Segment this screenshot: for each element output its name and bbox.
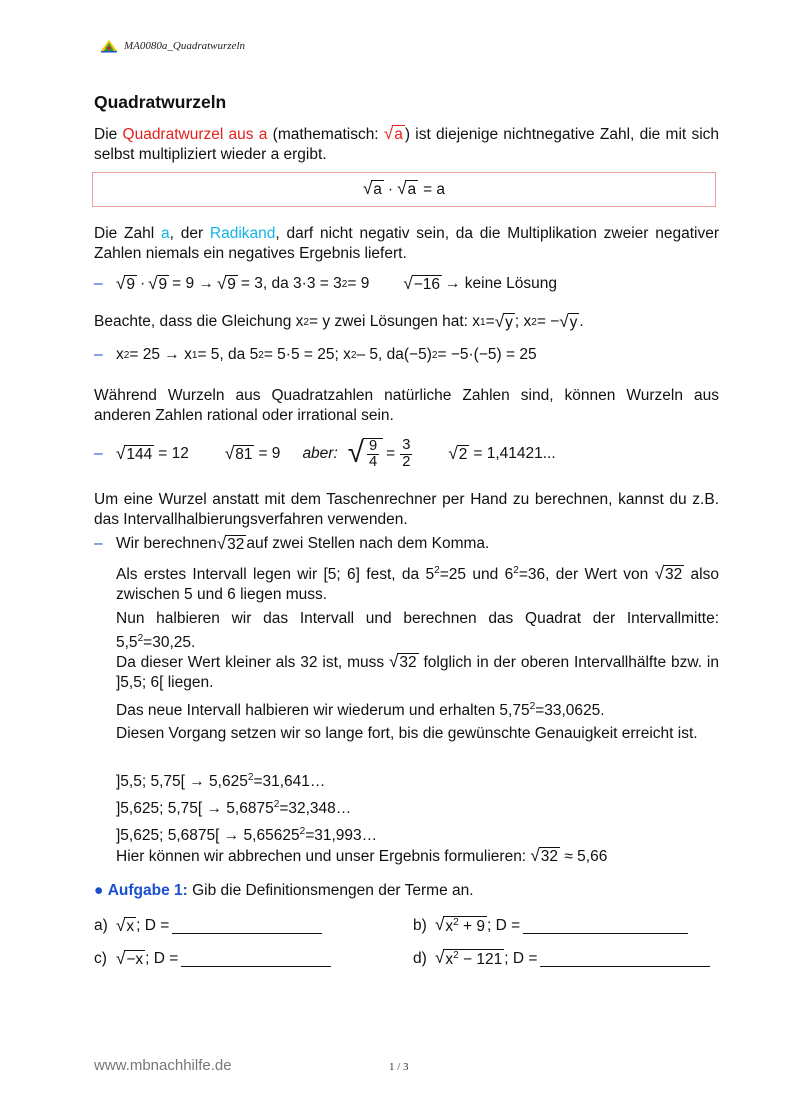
rational-paragraph: Während Wurzeln aus Quadratzahlen natürliche Zahlen sind, können Wurzeln aus anderen Zahlen rational oder irrational sein. <box>94 387 719 424</box>
answer-blank-d[interactable] <box>540 952 710 967</box>
answer-blank-b[interactable] <box>523 919 688 934</box>
answer-blank-c[interactable] <box>181 952 331 967</box>
bisection-step-2: ]5,625; $5,75[ \to 5,6875^2=32,348\dots$ <box>116 799 352 818</box>
page-header <box>100 39 245 53</box>
page-title: Quadratwurzeln <box>94 92 227 112</box>
bisection-result: Hier können wir abbrechen und unser Ergebnis formulieren: √ 32 ≈ 5,66 <box>116 846 608 865</box>
bisection-step-3: ]5,625; $5,6875[ \to 5,65625^2=31,993\dots$ <box>116 826 378 845</box>
task-item-c: c) √ −x ; D = <box>94 948 331 970</box>
page-number: 1 / 3 <box>389 1061 409 1073</box>
example-line-2: – x 2 = 25 → x 1 = 5, da 5 2 = 5·5 = 25; x 2 – 5, da(−5) 2 = −5·(−5) = 25 <box>94 346 537 363</box>
bisection-paragraph-3: Da dieser Wert kleiner als 32 ist, muss √ 32 folglich in der oberen Intervallhälfte bzw. in ]5,5; 6[ liegen. <box>116 652 719 691</box>
document-id: MA0080a_Quadratwurzeln <box>124 40 245 52</box>
task-item-d: d) √ $x^2 - 121$ ; D = <box>413 948 710 970</box>
two-solutions-note: Beachte, dass die Gleichung x 2 = y zwei Lösungen hat: x 1 = √ y ; x 2 = − √ y . <box>94 311 584 331</box>
bisection-line-1: – Wir berechnen √ 32 auf zwei Stellen nach dem Komma. <box>94 533 490 553</box>
radicand-paragraph: Die Zahl a, der Radikand, darf nicht negativ sein, da die Multiplikation zweier negativer Zahlen niemals ein negatives Ergebnis liefert. <box>94 225 719 262</box>
bisection-intro: Um eine Wurzel anstatt mit dem Taschenrechner per Hand zu berechnen, kannst du z.B. das Intervallhalbierungsverfahren verwenden. <box>94 491 719 528</box>
task-item-b: b) √ $x^2 + 9$ ; D = <box>413 915 688 937</box>
logo-icon <box>100 39 118 53</box>
definition-formula-box: √ a · √ a = a <box>92 172 716 207</box>
bisection-paragraph-1: Als erstes Intervall legen wir [5; 6] fest, da $5^2=25$ und $6^2=36$, der Wert von √ 32 also zwischen 5 und 6 liegen muss. <box>116 564 719 603</box>
task-item-a: a) √ x ; D = <box>94 915 322 937</box>
task-heading: ● Aufgabe 1: Gib die Definitionsmengen der Terme an. <box>94 882 474 899</box>
footer-website: www.mbnachhilfe.de <box>94 1057 232 1074</box>
example-line-1: – √ 9 · √ 9 = 9 → √ 9 = 3, da 3·3 = 3 2 = 9 √ −16 → keine Lösung <box>94 273 558 293</box>
bisection-paragraph-5: Diesen Vorgang setzen wir so lange fort, bis die gewünschte Genauigkeit erreicht ist. <box>116 725 698 742</box>
bisection-step-1: ]5,5; $5,75[ \to 5,625^2=31,641\dots$ <box>116 772 326 791</box>
bisection-paragraph-4: Das neue Intervall halbieren wir wiederum und erhalten $5,75^2=33,0625$. <box>116 701 605 720</box>
example-line-3: – √ 144 = 12 √ 81 = 9 aber: √ $\frac{9}{4}$ = $\frac{3}{2}$ √ 2 = 1,41421... <box>94 435 556 470</box>
bisection-paragraph-2: Nun halbieren wir das Intervall und berechnen das Quadrat der Intervallmitte: $5,5^2=30,25$. <box>116 610 719 651</box>
answer-blank-a[interactable] <box>172 919 322 934</box>
intro-paragraph: Die Quadratwurzel aus a (mathematisch: √ a ) ist diejenige nichtnegative Zahl, die mit sich selbst multipliziert wieder a ergibt. <box>94 124 720 163</box>
